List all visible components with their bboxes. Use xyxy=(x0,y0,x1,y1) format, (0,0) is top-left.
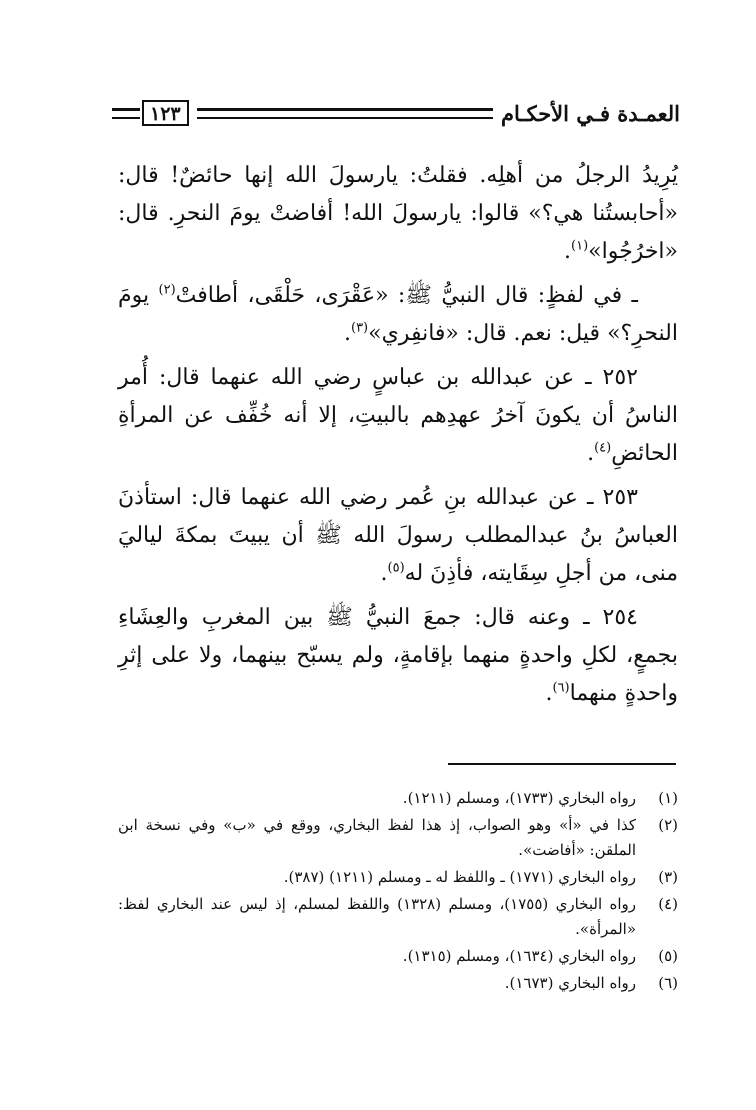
paragraph-tail: . xyxy=(380,561,388,586)
footnote-text: رواه البخاري (١٦٣٤)، ومسلم (١٣١٥). xyxy=(402,947,636,965)
paragraph-text: ٢٥٣ ـ عن عبدالله بنِ عُمر رضي الله عنهما قال: استأذنَ العباسُ بنُ عبدالمطلب رسولَ الله ﷺ أن يبيتَ بمكةَ لياليَ منى، من أجلِ سِقَايته، فأذِنَ له xyxy=(118,485,678,586)
footnote-item xyxy=(118,892,678,942)
paragraph-tail: . xyxy=(564,239,571,264)
hadith-254 xyxy=(118,599,678,713)
footnote-number: (٤) xyxy=(658,895,678,913)
book-title: العمـدة فـي الأحكـام xyxy=(501,100,680,126)
paragraph-1 xyxy=(118,157,678,271)
footnote-ref[interactable]: (٦) xyxy=(552,680,570,696)
paragraph-tail: . xyxy=(343,321,351,346)
footnote-number: (٦) xyxy=(658,974,678,992)
footnote-item xyxy=(118,865,678,890)
footnote-text: كذا في «أ» وهو الصواب، إذ هذا لفظ البخاري، ووقع في «ب» وفي نسخة ابن الملقن: «أفاضت». xyxy=(118,816,636,859)
paragraph-text: ٢٥٤ ـ وعنه قال: جمعَ النبيُّ ﷺ بين المغربِ والعِشَاءِ بجمعٍ، لكلِ واحدةٍ منهما بإقامةٍ، ولم يسبّح بينهما، ولا على إثرِ واحدةٍ منهما xyxy=(118,605,678,706)
footnote-ref[interactable]: (١) xyxy=(571,238,589,254)
header-rule xyxy=(197,108,493,119)
hadith-252 xyxy=(118,359,678,473)
running-header xyxy=(112,98,680,128)
footnote-text: رواه البخاري (١٦٧٣). xyxy=(504,974,636,992)
footnote-ref[interactable]: (٢) xyxy=(158,282,176,298)
footnote-ref[interactable]: (٣) xyxy=(350,320,369,336)
footnote-item xyxy=(118,971,678,996)
footnote-separator xyxy=(448,763,676,765)
footnote-ref[interactable]: (٥) xyxy=(387,560,405,576)
paragraph-text: يومَ النحرِ؟» قيل: نعم. قال: «فانفِري» xyxy=(118,283,678,346)
footnote-number: (١) xyxy=(658,789,678,807)
footnote-item xyxy=(118,944,678,969)
footnote-number: (٥) xyxy=(658,947,678,965)
paragraph-text: ـ في لفظٍ: قال النبيُّ ﷺ: «عَقْرَى، حَلْقَى، أطافتْ xyxy=(175,283,638,308)
paragraph-tail: . xyxy=(587,441,595,466)
page-number-box xyxy=(112,100,189,126)
main-text xyxy=(118,157,678,719)
footnote-ref[interactable]: (٤) xyxy=(594,440,612,456)
footnote-text: رواه البخاري (١٧٧١) ـ واللفظ له ـ ومسلم (١٢١١) (٣٨٧). xyxy=(283,868,636,886)
footnote-text: رواه البخاري (١٧٥٥)، ومسلم (١٣٢٨) واللفظ لمسلم، إذ ليس عند البخاري لفظ: «المرأة». xyxy=(118,895,636,938)
footnote-text: رواه البخاري (١٧٣٣)، ومسلم (١٢١١). xyxy=(402,789,636,807)
page-number: ١٢٣ xyxy=(142,100,189,126)
paragraph-tail: . xyxy=(545,681,553,706)
footnotes xyxy=(118,786,678,998)
footnote-number: (٢) xyxy=(658,816,678,834)
hadith-253 xyxy=(118,479,678,593)
paragraph-2 xyxy=(118,277,678,353)
footnote-number: (٣) xyxy=(658,868,678,886)
footnote-item xyxy=(118,813,678,863)
paragraph-text: يُرِيدُ الرجلُ من أهلِه. فقلتُ: يارسولَ الله إنها حائضٌ! قال: «أحابستُنا هي؟» قالوا: يارسولَ الله! أفاضتْ يومَ النحرِ. قال: «اخرُجُوا» xyxy=(118,163,678,264)
header-rule-left xyxy=(112,108,140,119)
paragraph-text: ٢٥٢ ـ عن عبدالله بن عباسٍ رضي الله عنهما قال: أُمر الناسُ أن يكونَ آخرُ عهدِهم بالبيتِ، إلا أنه خُفِّف عن المرأةِ الحائضِ xyxy=(118,365,678,466)
footnote-item xyxy=(118,786,678,811)
